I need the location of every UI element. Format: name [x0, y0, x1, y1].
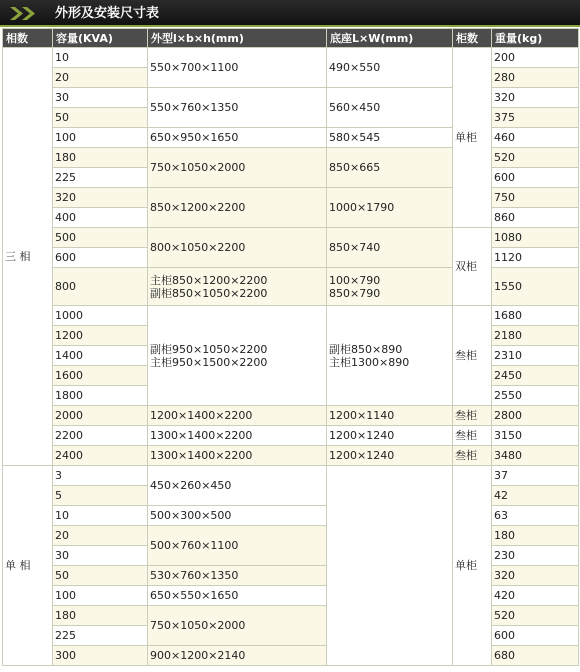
capacity-cell: 50	[53, 566, 148, 586]
header-row	[3, 29, 579, 48]
capacity-cell: 1600	[53, 366, 148, 386]
capacity-cell: 800	[53, 268, 148, 306]
dimension-cell: 850×1200×2200	[148, 188, 327, 228]
dimension-cell	[148, 268, 327, 306]
table-row	[3, 566, 579, 586]
capacity-cell: 30	[53, 546, 148, 566]
base-cell: 850×665	[327, 148, 453, 188]
phase-three-cell: 三 相	[3, 48, 53, 466]
base-line: 副柜850×890	[329, 342, 403, 356]
dimension-cell: 750×1050×2000	[148, 606, 327, 646]
base-cell: 490×550	[327, 48, 453, 88]
weight-cell: 42	[492, 486, 579, 506]
table-row	[3, 446, 579, 466]
cabinet-cell: 单柜	[453, 48, 492, 228]
capacity-cell: 10	[53, 48, 148, 68]
table-row	[3, 606, 579, 626]
capacity-cell: 100	[53, 586, 148, 606]
table-row	[3, 526, 579, 546]
dimension-cell: 500×760×1100	[148, 526, 327, 566]
weight-cell: 375	[492, 108, 579, 128]
table-row	[3, 88, 579, 108]
cabinet-cell: 单柜	[453, 466, 492, 666]
phase-single-cell: 单 相	[3, 466, 53, 666]
weight-cell: 420	[492, 586, 579, 606]
weight-cell: 520	[492, 148, 579, 168]
base-cell	[327, 306, 453, 406]
table-row	[3, 268, 579, 306]
weight-cell: 2180	[492, 326, 579, 346]
dimension-line: 主柜850×1200×2200	[150, 273, 268, 287]
weight-cell: 2450	[492, 366, 579, 386]
cabinet-cell: 叁柜	[453, 406, 492, 426]
capacity-cell: 400	[53, 208, 148, 228]
capacity-cell: 500	[53, 228, 148, 248]
table-row	[3, 406, 579, 426]
table-row	[3, 48, 579, 68]
weight-cell: 1120	[492, 248, 579, 268]
column-header-capacity: 容量(KVA)	[53, 29, 148, 48]
dimension-line: 副柜950×1050×2200	[150, 342, 268, 356]
page-title: 外形及安装尺寸表	[55, 6, 160, 21]
dimension-cell: 800×1050×2200	[148, 228, 327, 268]
weight-cell: 320	[492, 88, 579, 108]
capacity-cell: 1400	[53, 346, 148, 366]
base-line: 100×790	[329, 273, 381, 287]
base-cell: 1200×1240	[327, 426, 453, 446]
chevron-double-right-icon	[6, 6, 40, 21]
dimension-cell: 550×700×1100	[148, 48, 327, 88]
capacity-cell: 600	[53, 248, 148, 268]
weight-cell: 37	[492, 466, 579, 486]
weight-cell: 600	[492, 168, 579, 188]
weight-cell: 460	[492, 128, 579, 148]
base-line: 850×790	[329, 286, 381, 300]
dimension-cell	[148, 306, 327, 406]
table-row	[3, 646, 579, 666]
weight-cell: 280	[492, 68, 579, 88]
dimension-cell: 1300×1400×2200	[148, 446, 327, 466]
dimension-cell: 450×260×450	[148, 466, 327, 506]
base-cell: 1200×1240	[327, 446, 453, 466]
capacity-cell: 10	[53, 506, 148, 526]
column-header-dimensions: 外型l×b×h(mm)	[148, 29, 327, 48]
capacity-cell: 320	[53, 188, 148, 208]
column-header-weight: 重量(kg)	[492, 29, 579, 48]
weight-cell: 2800	[492, 406, 579, 426]
weight-cell: 1550	[492, 268, 579, 306]
capacity-cell: 300	[53, 646, 148, 666]
table-row	[3, 188, 579, 208]
cabinet-cell: 叁柜	[453, 306, 492, 406]
table-row	[3, 128, 579, 148]
table-row	[3, 506, 579, 526]
table-row	[3, 306, 579, 326]
table-row	[3, 148, 579, 168]
capacity-cell: 100	[53, 128, 148, 148]
weight-cell: 1080	[492, 228, 579, 248]
dimension-cell: 530×760×1350	[148, 566, 327, 586]
dimension-cell: 750×1050×2000	[148, 148, 327, 188]
capacity-cell: 1200	[53, 326, 148, 346]
capacity-cell: 2200	[53, 426, 148, 446]
weight-cell: 3150	[492, 426, 579, 446]
cabinet-cell: 叁柜	[453, 426, 492, 446]
weight-cell: 2550	[492, 386, 579, 406]
dimension-line: 主柜950×1500×2200	[150, 355, 268, 369]
cabinet-cell: 双柜	[453, 228, 492, 306]
capacity-cell: 3	[53, 466, 148, 486]
capacity-cell: 30	[53, 88, 148, 108]
capacity-cell: 1000	[53, 306, 148, 326]
weight-cell: 3480	[492, 446, 579, 466]
dimension-cell: 650×550×1650	[148, 586, 327, 606]
dimension-cell: 650×950×1650	[148, 128, 327, 148]
capacity-cell: 20	[53, 68, 148, 88]
weight-cell: 180	[492, 526, 579, 546]
capacity-cell: 50	[53, 108, 148, 128]
weight-cell: 520	[492, 606, 579, 626]
capacity-cell: 180	[53, 148, 148, 168]
weight-cell: 200	[492, 48, 579, 68]
base-cell: 1200×1140	[327, 406, 453, 426]
base-cell-empty	[327, 466, 453, 666]
capacity-cell: 1800	[53, 386, 148, 406]
base-cell: 850×740	[327, 228, 453, 268]
weight-cell: 680	[492, 646, 579, 666]
table-row	[3, 228, 579, 248]
table-row	[3, 466, 579, 486]
dimension-cell: 1200×1400×2200	[148, 406, 327, 426]
base-cell: 580×545	[327, 128, 453, 148]
title-bar	[0, 0, 580, 27]
dimension-cell: 900×1200×2140	[148, 646, 327, 666]
table-row	[3, 426, 579, 446]
weight-cell: 320	[492, 566, 579, 586]
capacity-cell: 2400	[53, 446, 148, 466]
column-header-cabinets: 柜数	[453, 29, 492, 48]
column-header-base: 底座L×W(mm)	[327, 29, 453, 48]
weight-cell: 1680	[492, 306, 579, 326]
column-header-phase: 相数	[3, 29, 53, 48]
base-line: 主柜1300×890	[329, 355, 410, 369]
weight-cell: 750	[492, 188, 579, 208]
base-cell: 560×450	[327, 88, 453, 128]
capacity-cell: 225	[53, 626, 148, 646]
base-cell	[327, 268, 453, 306]
base-cell: 1000×1790	[327, 188, 453, 228]
capacity-cell: 2000	[53, 406, 148, 426]
weight-cell: 860	[492, 208, 579, 228]
cabinet-cell: 叁柜	[453, 446, 492, 466]
weight-cell: 230	[492, 546, 579, 566]
capacity-cell: 20	[53, 526, 148, 546]
weight-cell: 2310	[492, 346, 579, 366]
dimension-cell: 500×300×500	[148, 506, 327, 526]
capacity-cell: 225	[53, 168, 148, 188]
capacity-cell: 5	[53, 486, 148, 506]
table-row	[3, 586, 579, 606]
weight-cell: 63	[492, 506, 579, 526]
dimension-cell: 550×760×1350	[148, 88, 327, 128]
weight-cell: 600	[492, 626, 579, 646]
dimension-cell: 1300×1400×2200	[148, 426, 327, 446]
dimension-line: 副柜850×1050×2200	[150, 286, 268, 300]
dimension-table	[2, 28, 579, 666]
capacity-cell: 180	[53, 606, 148, 626]
